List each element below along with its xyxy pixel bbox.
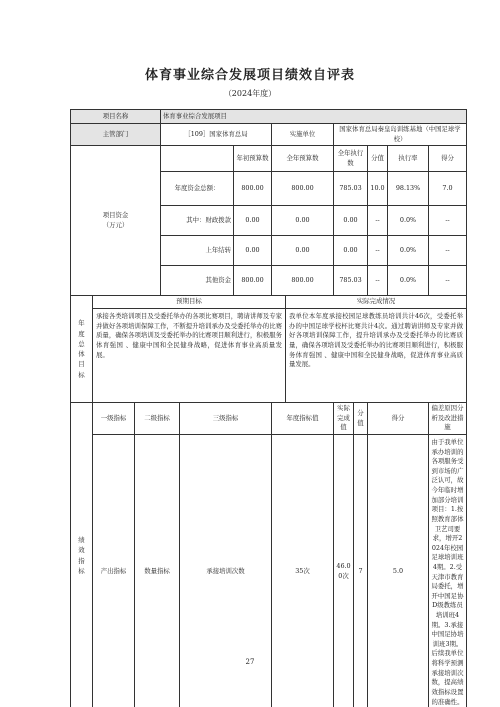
ind-level2: 数量指标 [135,435,180,707]
ind-score: 5.0 [368,435,429,707]
unit-value: 国家体育总局秦皇岛训练基地（中国足球学校） [334,124,467,146]
ind-weight: 7 [354,435,368,707]
funds-header-annual: 全年预算数 [272,146,334,172]
dept-value: ［109］国家体育总局 [161,124,272,146]
funds-cell: 800.00 [234,172,272,206]
ind-level3: 承接培训次数 [180,435,272,707]
funds-row-name: 年度资金总额： [161,172,234,206]
funds-cell: -- [429,266,467,296]
funds-cell: 0.00 [334,236,368,266]
funds-cell: 7.0 [429,172,467,206]
ind-header-weight: 分值 [354,403,368,435]
funds-cell: -- [368,236,388,266]
funds-cell: 98.13% [388,172,429,206]
ind-reason: 由于我单位承办培训的各项服务受到市场的广泛认可，故今年临时增加部分培训项目：1.按照教育部体卫艺司要求，增开2024年校园足球培训班4期。2.受天津市教育局委托，增开中国足协D级教练员培训班4期。3.承接中国足协培训班3期。后续我单位将科学预测承接培训次数，提高绩效指标设置的准确性。 [429,435,467,707]
project-name-row [71,110,467,124]
funds-cell: 10.0 [368,172,388,206]
dept-label: 主管部门 [71,124,161,146]
goals-expected-text: 承接各类培训项目及受委托举办的各项比赛项目，聘请讲师及专家并做好各项培训保障工作，不断提升培训承办及受委托举办的比赛质量，确保各项培训及受委托举办的比赛项目顺利进行，积极服务体育强国 、健康中国和全民健身战略，促进体育事业高质量发展。 [93,309,286,403]
funds-header-weight: 分值 [368,146,388,172]
funds-cell: 0.0% [388,206,429,236]
self-evaluation-table [70,109,467,707]
funds-cell: 800.00 [272,266,334,296]
project-name-label: 项目名称 [71,110,161,124]
funds-row-name: 其中：财政拨款 [161,206,234,236]
indicators-header-row [71,403,467,435]
funds-cell: 0.00 [234,236,272,266]
goals-actual-text: 我单位本年度承接校园足球教练员培训共计46次，受委托举办的中国足球学校杯比赛共计4次。通过聘请讲师及专家并做好各项培训保障工作，提升培训承办及受委托举办的比赛质量，确保各项培训及受委托举办的比赛项目顺利进行，积极服务体育强国 、健康中国和全民健身战略，促进体育事业高质量发展。 [286,309,467,403]
funds-header-rate: 执行率 [388,146,429,172]
funds-cell: 0.00 [272,236,334,266]
funds-cell: 0.00 [334,206,368,236]
funds-cell: -- [429,206,467,236]
funds-cell: 0.0% [388,266,429,296]
unit-label: 实施单位 [272,124,334,146]
funds-cell: 800.00 [234,266,272,296]
funds-cell: -- [368,206,388,236]
funds-blank-header [161,146,234,172]
goals-expected-header: 预期目标 [93,296,286,309]
indicators-label-text: 绩效指标 [78,536,85,575]
goals-label-text: 年度总体目标 [78,319,85,379]
ind-header-level1: 一级指标 [93,403,135,435]
goals-content-row [71,309,467,403]
goals-actual-header: 实际完成情况 [286,296,467,309]
funds-cell: -- [368,266,388,296]
funds-label-line1: 项目资金 [102,211,129,220]
ind-header-level2: 二级指标 [135,403,180,435]
department-row [71,124,467,146]
page-title: 体育事业综合发展项目绩效自评表 [144,68,355,83]
ind-header-actual: 实际完成值 [334,403,354,435]
funds-header-score: 得分 [429,146,467,172]
ind-level1: 产出指标 [93,435,135,707]
funds-header-row [71,146,467,172]
funds-label-line2: （万元） [102,220,129,229]
goals-label [71,296,93,403]
ind-header-target: 年度指标值 [272,403,334,435]
funds-header-initial: 年初预算数 [234,146,272,172]
funds-row-name: 其他资金 [161,266,234,296]
funds-cell: 800.00 [272,172,334,206]
funds-cell: 785.03 [334,266,368,296]
indicator-row [71,435,467,707]
funds-cell: 0.00 [234,206,272,236]
ind-header-reason: 偏差原因分析及改进措施 [429,403,467,435]
ind-target: 35次 [272,435,334,707]
ind-actual: 46.00次 [334,435,354,707]
funds-cell: 0.00 [272,206,334,236]
funds-row-name: 上年结转 [161,236,234,266]
project-name-value: 体育事业综合发展项目 [161,110,467,124]
ind-header-level3: 三级指标 [180,403,272,435]
funds-cell: 0.0% [388,236,429,266]
ind-header-score: 得分 [368,403,429,435]
funds-cell: -- [429,236,467,266]
page-subtitle: （2024年度） [223,89,277,98]
funds-label [71,146,161,296]
goals-header-row [71,296,467,309]
funds-header-executed: 全年执行数 [334,146,368,172]
funds-cell: 785.03 [334,172,368,206]
page-number: 27 [245,658,255,666]
